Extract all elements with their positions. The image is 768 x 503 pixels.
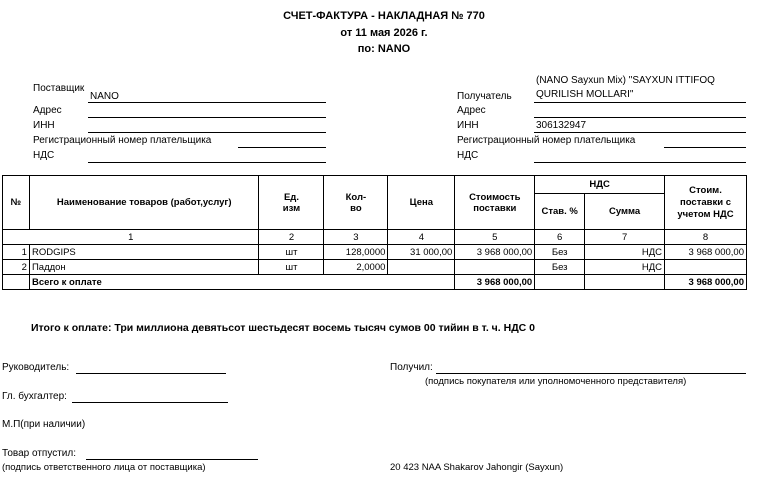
row-no: 2 — [3, 260, 30, 275]
head-label: Руководитель: — [2, 362, 70, 373]
colnum-4: 4 — [388, 230, 455, 245]
row-vat-sum: НДС — [585, 245, 665, 260]
supplier-inn-label: ИНН — [33, 120, 55, 131]
header-vat: НДС — [535, 176, 665, 194]
supplier-label: Поставщик — [33, 83, 85, 94]
recipient-reg-line — [664, 147, 746, 148]
total-label: Всего к оплате — [29, 275, 454, 290]
row-name: Паддон — [29, 260, 259, 275]
recipient-name-line1: (NANO Sayxun Mix) "SAYXUN ITTIFOQ — [536, 75, 715, 86]
colnum-7: 7 — [585, 230, 665, 245]
header-unit: Ед. изм — [259, 176, 324, 230]
invoice-table — [2, 175, 747, 290]
row-vat-rate: Без — [535, 245, 585, 260]
total-vat-rate — [535, 275, 585, 290]
row-vat-sum: НДС — [585, 260, 665, 275]
row-qty: 128,0000 — [324, 245, 388, 260]
supplier-name-line — [88, 102, 326, 103]
row-price: 31 000,00 — [388, 245, 455, 260]
recipient-name-line2: QURILISH MOLLARI" — [536, 89, 634, 100]
recipient-vat-label: НДС — [457, 150, 479, 161]
supplier-reg-label: Регистрационный номер плательщика — [33, 135, 212, 146]
total-sum: 3 968 000,00 — [665, 275, 747, 290]
document-by: по: NANO — [357, 43, 411, 55]
row-qty: 2,0000 — [324, 260, 388, 275]
supplier-inn-line — [88, 132, 326, 133]
colnum-3: 3 — [324, 230, 388, 245]
released-label: Товар отпустил: — [2, 448, 76, 459]
row-name: RODGIPS — [29, 245, 259, 260]
recipient-inn-line — [534, 132, 746, 133]
supplier-address-line — [88, 117, 326, 118]
table-row — [3, 245, 747, 260]
supplier-address-label: Адрес — [33, 105, 62, 116]
header-no: № — [3, 176, 30, 230]
row-no: 1 — [3, 245, 30, 260]
header-cost: Стоимость поставки — [455, 176, 535, 230]
row-cost: 3 968 000,00 — [455, 245, 535, 260]
header-vat-sum: Сумма — [585, 194, 665, 230]
accountant-label: Гл. бухгалтер: — [2, 391, 67, 402]
row-unit: шт — [259, 260, 324, 275]
recipient-label: Получатель — [457, 91, 512, 102]
recipient-inn-label: ИНН — [457, 120, 479, 131]
colnum-2: 2 — [259, 230, 324, 245]
recipient-reg-label: Регистрационный номер плательщика — [457, 135, 636, 146]
supplier-reg-line — [238, 147, 326, 148]
colnum-1: 1 — [3, 230, 259, 245]
header-price: Цена — [388, 176, 455, 230]
row-price — [388, 260, 455, 275]
document-title: СЧЕТ-ФАКТУРА - НАКЛАДНАЯ № 770 — [283, 10, 485, 22]
supplier-vat-line — [88, 162, 326, 163]
total-row — [3, 275, 747, 290]
row-total — [665, 260, 747, 275]
row-vat-rate: Без — [535, 260, 585, 275]
column-numbers-row — [3, 230, 747, 245]
received-signature-line — [436, 373, 746, 374]
header-total: Стоим. поставки с учетом НДС — [665, 176, 747, 230]
recipient-name-line — [534, 102, 746, 103]
footer-code: 20 423 NAA Shakarov Jahongir (Sayxun) — [390, 462, 564, 473]
row-unit: шт — [259, 245, 324, 260]
stamp-label: М.П(при наличии) — [2, 419, 86, 430]
recipient-address-label: Адрес — [457, 105, 486, 116]
released-note: (подпись ответственного лица от поставщика) — [2, 462, 206, 473]
head-signature-line — [76, 373, 226, 374]
total-cost: 3 968 000,00 — [455, 275, 535, 290]
header-name: Наименование товаров (работ,услуг) — [29, 176, 259, 230]
row-total: 3 968 000,00 — [665, 245, 747, 260]
colnum-5: 5 — [455, 230, 535, 245]
colnum-6: 6 — [535, 230, 585, 245]
supplier-vat-label: НДС — [33, 150, 55, 161]
colnum-8: 8 — [665, 230, 747, 245]
row-cost — [455, 260, 535, 275]
total-vat-sum — [585, 275, 665, 290]
released-signature-line — [86, 459, 258, 460]
header-qty: Кол-во — [324, 176, 388, 230]
table-row — [3, 260, 747, 275]
header-vat-rate: Став. % — [535, 194, 585, 230]
recipient-address-line — [534, 117, 746, 118]
summary-text: Итого к оплате: Три миллиона девятьсот шестьдесят восемь тысяч сумов 00 тийин в т. ч. НДС 0 — [31, 322, 536, 334]
document-date: от 11 мая 2026 г. — [340, 27, 428, 39]
supplier-name: NANO — [90, 91, 119, 102]
received-note: (подпись покупателя или уполномоченного представителя) — [425, 376, 687, 387]
recipient-vat-line — [534, 162, 746, 163]
accountant-signature-line — [72, 402, 228, 403]
received-label: Получил: — [390, 362, 433, 373]
recipient-inn: 306132947 — [536, 120, 587, 131]
